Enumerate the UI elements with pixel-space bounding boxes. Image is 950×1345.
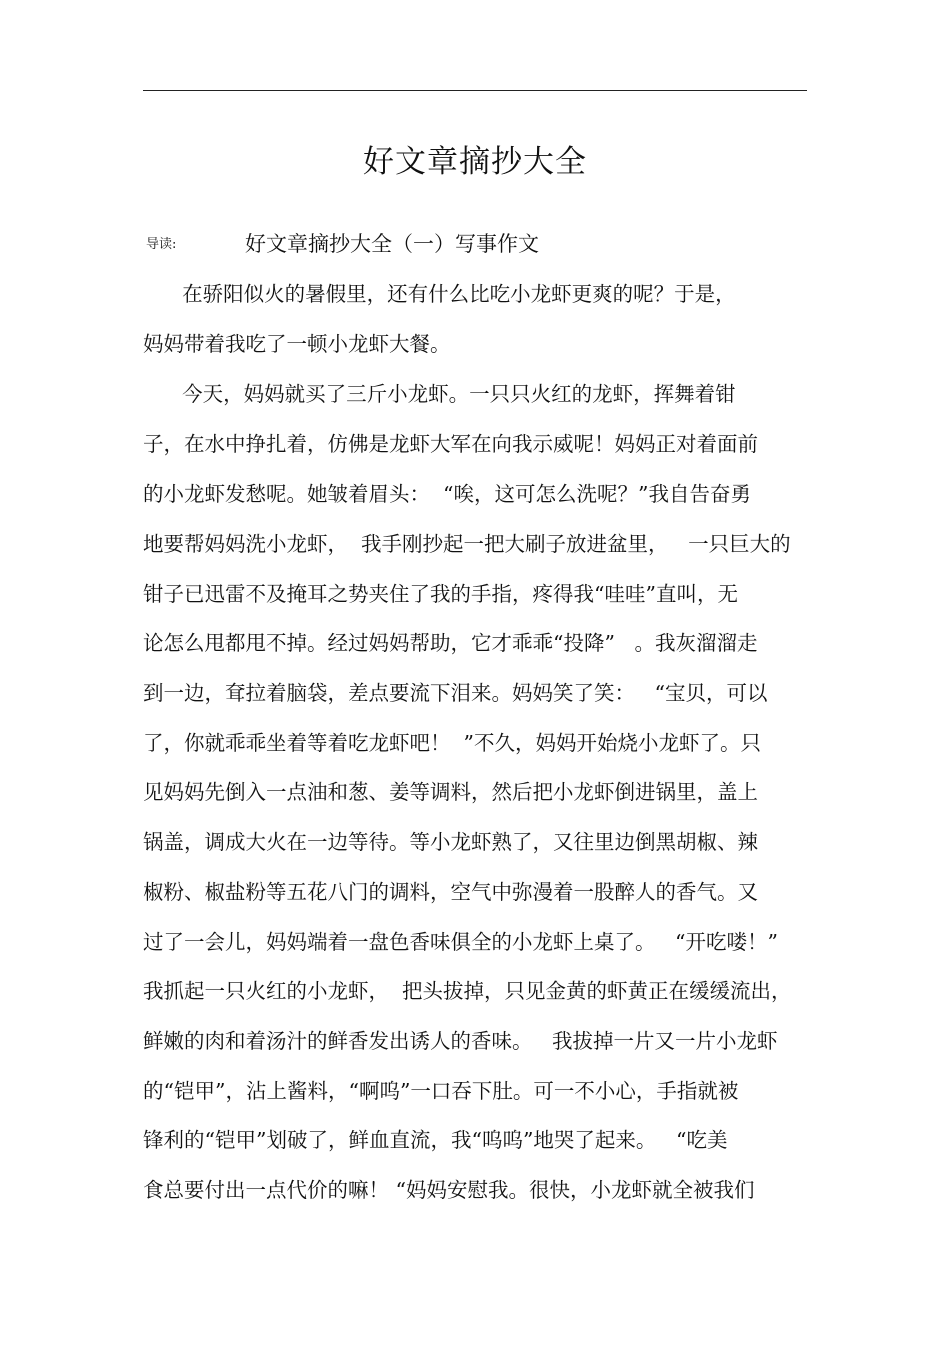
body-line: 的“铠甲”，沾上酱料，“啊呜”一口吞下肚。可一不小心，手指就被 [143, 1079, 739, 1103]
body-line: 的小龙虾发愁呢。她皱着眉头： “唉，这可怎么洗呢？”我自告奋勇 [143, 482, 751, 506]
body-line: 锋利的“铠甲”划破了，鲜血直流，我“呜呜”地哭了起来。 “吃美 [143, 1128, 728, 1152]
body-line: 钳子已迅雷不及掩耳之势夹住了我的手指，疼得我“哇哇”直叫，无 [143, 582, 738, 606]
body-line: 我抓起一只火红的小龙虾， 把头拔掉，只见金黄的虾黄正在缓缓流出， [143, 979, 792, 1003]
lead-title: 好文章摘抄大全（一）写事作文 [245, 232, 539, 256]
body-line: 了，你就乖乖坐着等着吃龙虾吧！ ”不久，妈妈开始烧小龙虾了。只 [143, 731, 762, 755]
body-line: 椒粉、椒盐粉等五花八门的调料，空气中弥漫着一股醉人的香气。又 [143, 880, 758, 904]
body-line: 鲜嫩的肉和着汤汁的鲜香发出诱人的香味。 我拔掉一片又一片小龙虾 [143, 1029, 778, 1053]
body-line: 食总要付出一点代价的嘛！ “妈妈安慰我。很快，小龙虾就全被我们 [143, 1178, 755, 1202]
body-line: 在骄阳似火的暑假里，还有什么比吃小龙虾更爽的呢？于是， [143, 282, 736, 306]
body-line: 到一边，耷拉着脑袋，差点要流下泪来。妈妈笑了笑： “宝贝，可以 [143, 681, 768, 705]
lead-label: 导读: [146, 237, 177, 252]
body-line: 子，在水中挣扎着，仿佛是龙虾大军在向我示威呢！妈妈正对着面前 [143, 432, 758, 456]
body-line: 锅盖，调成大火在一边等待。等小龙虾熟了，又往里边倒黑胡椒、辣 [143, 830, 758, 854]
header-rule [143, 90, 807, 91]
body-line: 妈妈带着我吃了一顿小龙虾大餐。 [143, 332, 451, 356]
body-line: 见妈妈先倒入一点油和葱、姜等调料，然后把小龙虾倒进锅里，盖上 [143, 780, 758, 804]
body-line: 过了一会儿，妈妈端着一盘色香味俱全的小龙虾上桌了。 “开吃喽！” [143, 930, 779, 954]
body-line: 今天，妈妈就买了三斤小龙虾。一只只火红的龙虾，挥舞着钳 [143, 382, 736, 406]
body-line: 论怎么甩都甩不掉。经过妈妈帮助，它才乖乖“投降” 。我灰溜溜走 [143, 631, 758, 655]
page-title: 好文章摘抄大全 [363, 144, 587, 180]
body-line: 地要帮妈妈洗小龙虾， 我手刚抄起一把大刷子放进盆里， 一只巨大的 [143, 532, 791, 556]
